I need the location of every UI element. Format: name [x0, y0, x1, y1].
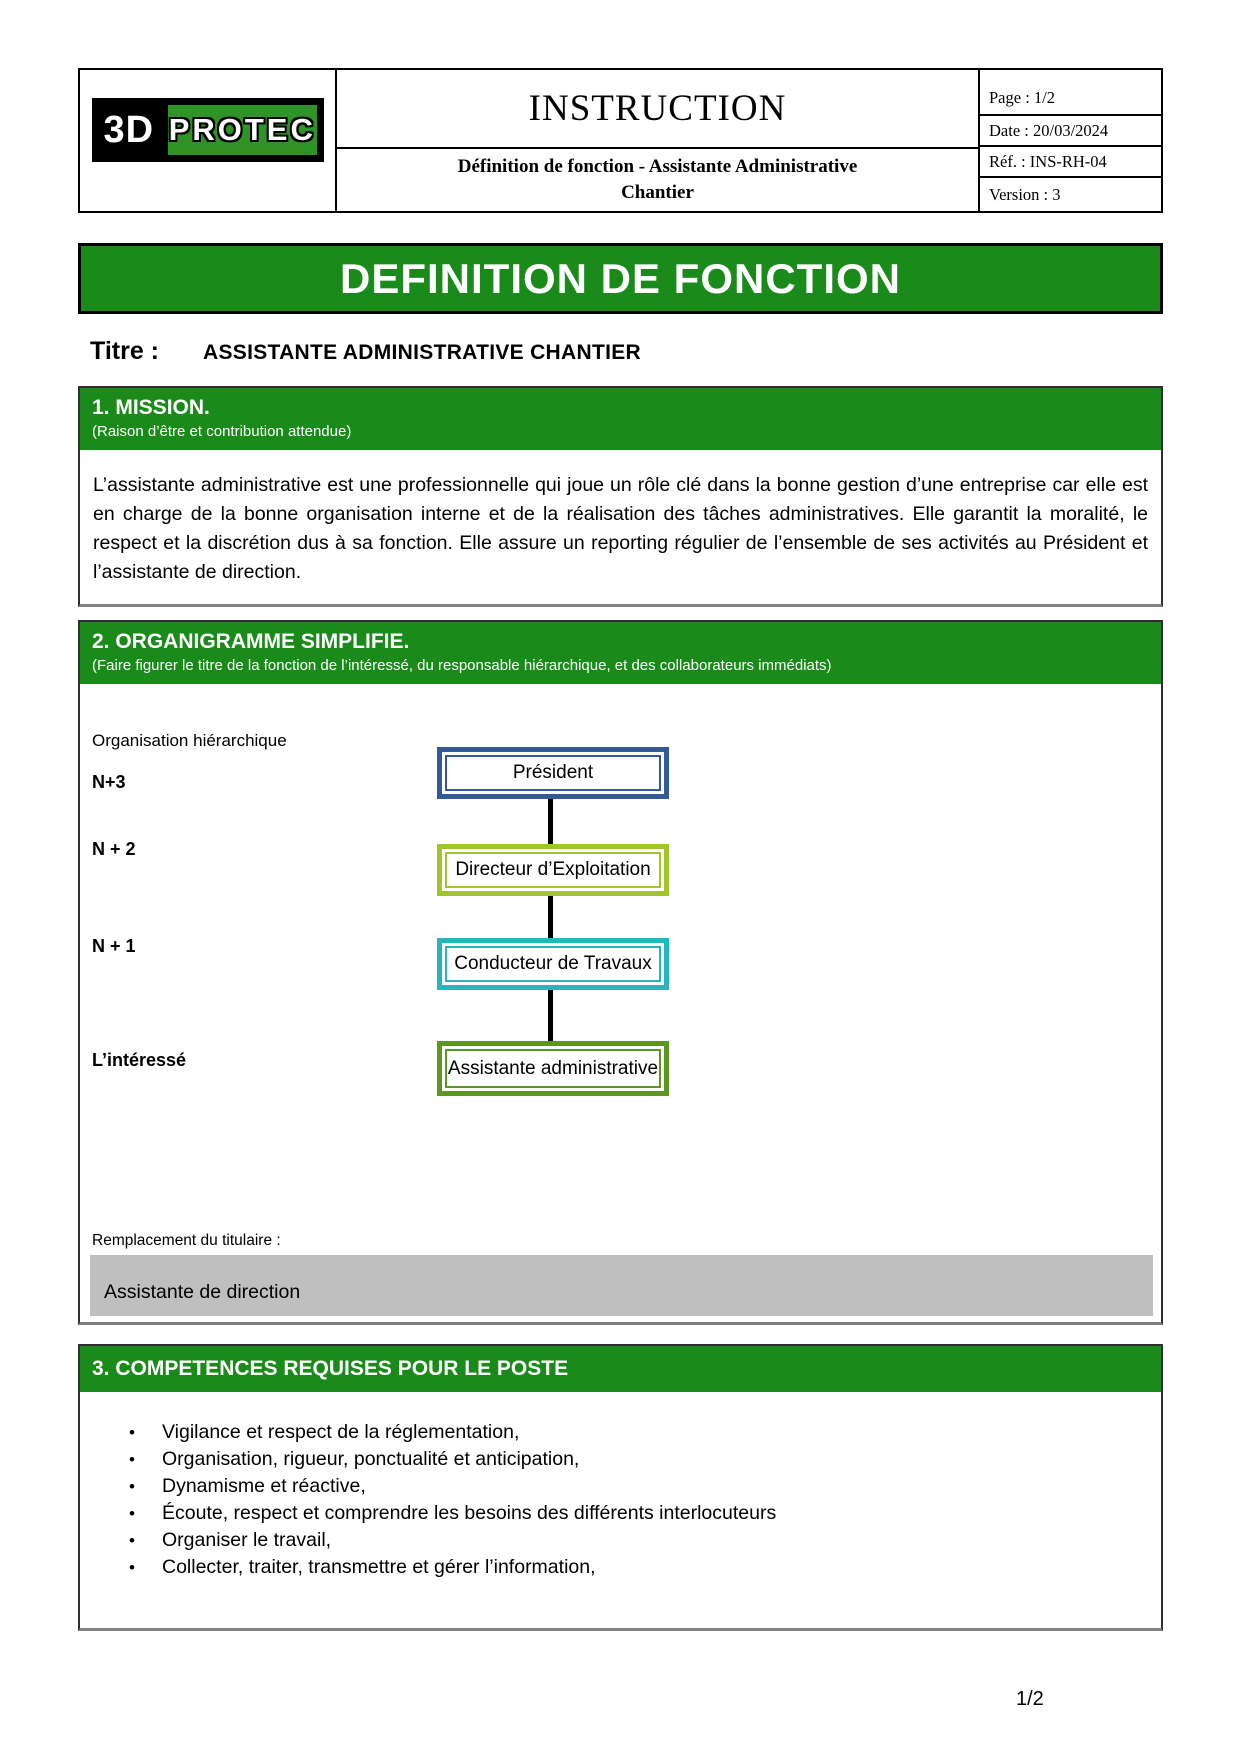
bullet-icon: •	[129, 1558, 135, 1577]
competence-text: Vigilance et respect de la réglementation,	[162, 1421, 520, 1443]
doc-subtitle-line2: Chantier	[621, 182, 694, 203]
org-label-hierarchy: Organisation hiérarchique	[92, 731, 287, 750]
org-box-directeur-label: Directeur d’Exploitation	[445, 852, 661, 888]
document-header	[78, 68, 1163, 213]
bullet-icon: •	[129, 1477, 135, 1496]
logo-cell	[80, 70, 337, 211]
section-organigramme-header	[80, 622, 1161, 684]
competence-text: Organiser le travail,	[162, 1529, 332, 1551]
doc-type-title: INSTRUCTION	[337, 70, 978, 149]
competence-item	[129, 1500, 1148, 1527]
section-competences-header	[80, 1346, 1161, 1392]
org-label-n1: N + 1	[92, 936, 136, 956]
main-banner	[78, 243, 1163, 314]
org-box-directeur	[437, 844, 669, 896]
org-box-conducteur-label: Conducteur de Travaux	[445, 946, 661, 982]
competence-text: Écoute, respect et comprendre les besoins des différents interlocuteurs	[162, 1502, 777, 1524]
competence-text: Dynamisme et réactive,	[162, 1475, 366, 1497]
bullet-icon: •	[129, 1450, 135, 1469]
section-mission-subtitle: (Raison d’être et contribution attendue)	[92, 423, 352, 440]
meta-date: Date : 20/03/2024	[980, 116, 1161, 147]
org-connector-2	[548, 896, 553, 938]
title-label: Titre :	[90, 337, 159, 365]
org-chart	[80, 684, 1161, 1322]
doc-subtitle-line1: Définition de fonction - Assistante Administrative	[457, 156, 858, 177]
mission-paragraph: L’assistante administrative est une professionnelle qui joue un rôle clé dans la bonne gestion d’une entreprise car elle est en charge de la bonne organisation interne et de la réalisation des tâches administratives. Elle garantit la moralité, le respect et la discrétion dus à sa fonction. Elle assure un reporting régulier de l’ensemble de ses activités au Président et l’assistante de direction.	[93, 474, 1148, 583]
replacement-value-bar: Assistante de direction	[90, 1255, 1153, 1316]
section-mission-header	[80, 388, 1161, 450]
main-banner-title: DEFINITION DE FONCTION	[340, 254, 901, 302]
section-mission-title: 1. MISSION.	[92, 396, 210, 419]
bullet-icon: •	[129, 1531, 135, 1550]
page-number: 1/2	[1016, 1688, 1044, 1710]
org-label-interested: L’intéressé	[92, 1050, 187, 1070]
org-label-n2: N + 2	[92, 839, 136, 859]
org-label-n3: N+3	[92, 772, 126, 792]
logo-3d-text: 3D	[94, 100, 167, 160]
section-organigramme-subtitle: (Faire figurer le titre de la fonction de l’intéressé, du responsable hiérarchique, et des collaborateurs immédiats)	[92, 657, 832, 674]
org-box-assistante-label: Assistante administrative	[445, 1049, 661, 1088]
competence-item	[129, 1473, 1148, 1500]
competence-item	[129, 1527, 1148, 1554]
logo-protec-text: PROTEC	[166, 103, 318, 157]
header-title-cell	[337, 70, 980, 211]
competence-item	[129, 1419, 1148, 1446]
doc-subtitle	[337, 149, 978, 211]
competences-list	[129, 1419, 1148, 1581]
meta-version: Version : 3	[989, 184, 1061, 204]
meta-page: Page : 1/2	[980, 70, 1161, 116]
org-box-president-label: Président	[445, 755, 661, 791]
org-box-assistante	[437, 1041, 669, 1096]
header-meta-cell	[980, 70, 1161, 211]
section-competences	[78, 1344, 1163, 1631]
bullet-icon: •	[129, 1504, 135, 1523]
company-logo	[92, 98, 324, 162]
replacement-label: Remplacement du titulaire :	[92, 1232, 281, 1249]
section-organigramme-title: 2. ORGANIGRAMME SIMPLIFIE.	[92, 630, 410, 653]
competence-item	[129, 1554, 1148, 1581]
org-connector-1	[548, 799, 553, 844]
org-box-conducteur	[437, 938, 669, 990]
section-organigramme	[78, 620, 1163, 1325]
org-box-president	[437, 747, 669, 799]
competence-item	[129, 1446, 1148, 1473]
section-competences-title: 3. COMPETENCES REQUISES POUR LE POSTE	[92, 1357, 569, 1380]
meta-ref: Réf. : INS-RH-04	[980, 147, 1161, 178]
org-connector-3	[548, 990, 553, 1041]
bullet-icon: •	[129, 1423, 135, 1442]
title-row	[78, 337, 1163, 373]
competence-text: Collecter, traiter, transmettre et gérer l’information,	[162, 1556, 596, 1578]
title-value: ASSISTANTE ADMINISTRATIVE CHANTIER	[203, 341, 641, 364]
section-mission	[78, 386, 1163, 607]
competences-body	[80, 1392, 1161, 1628]
competence-text: Organisation, rigueur, ponctualité et anticipation,	[162, 1448, 580, 1470]
